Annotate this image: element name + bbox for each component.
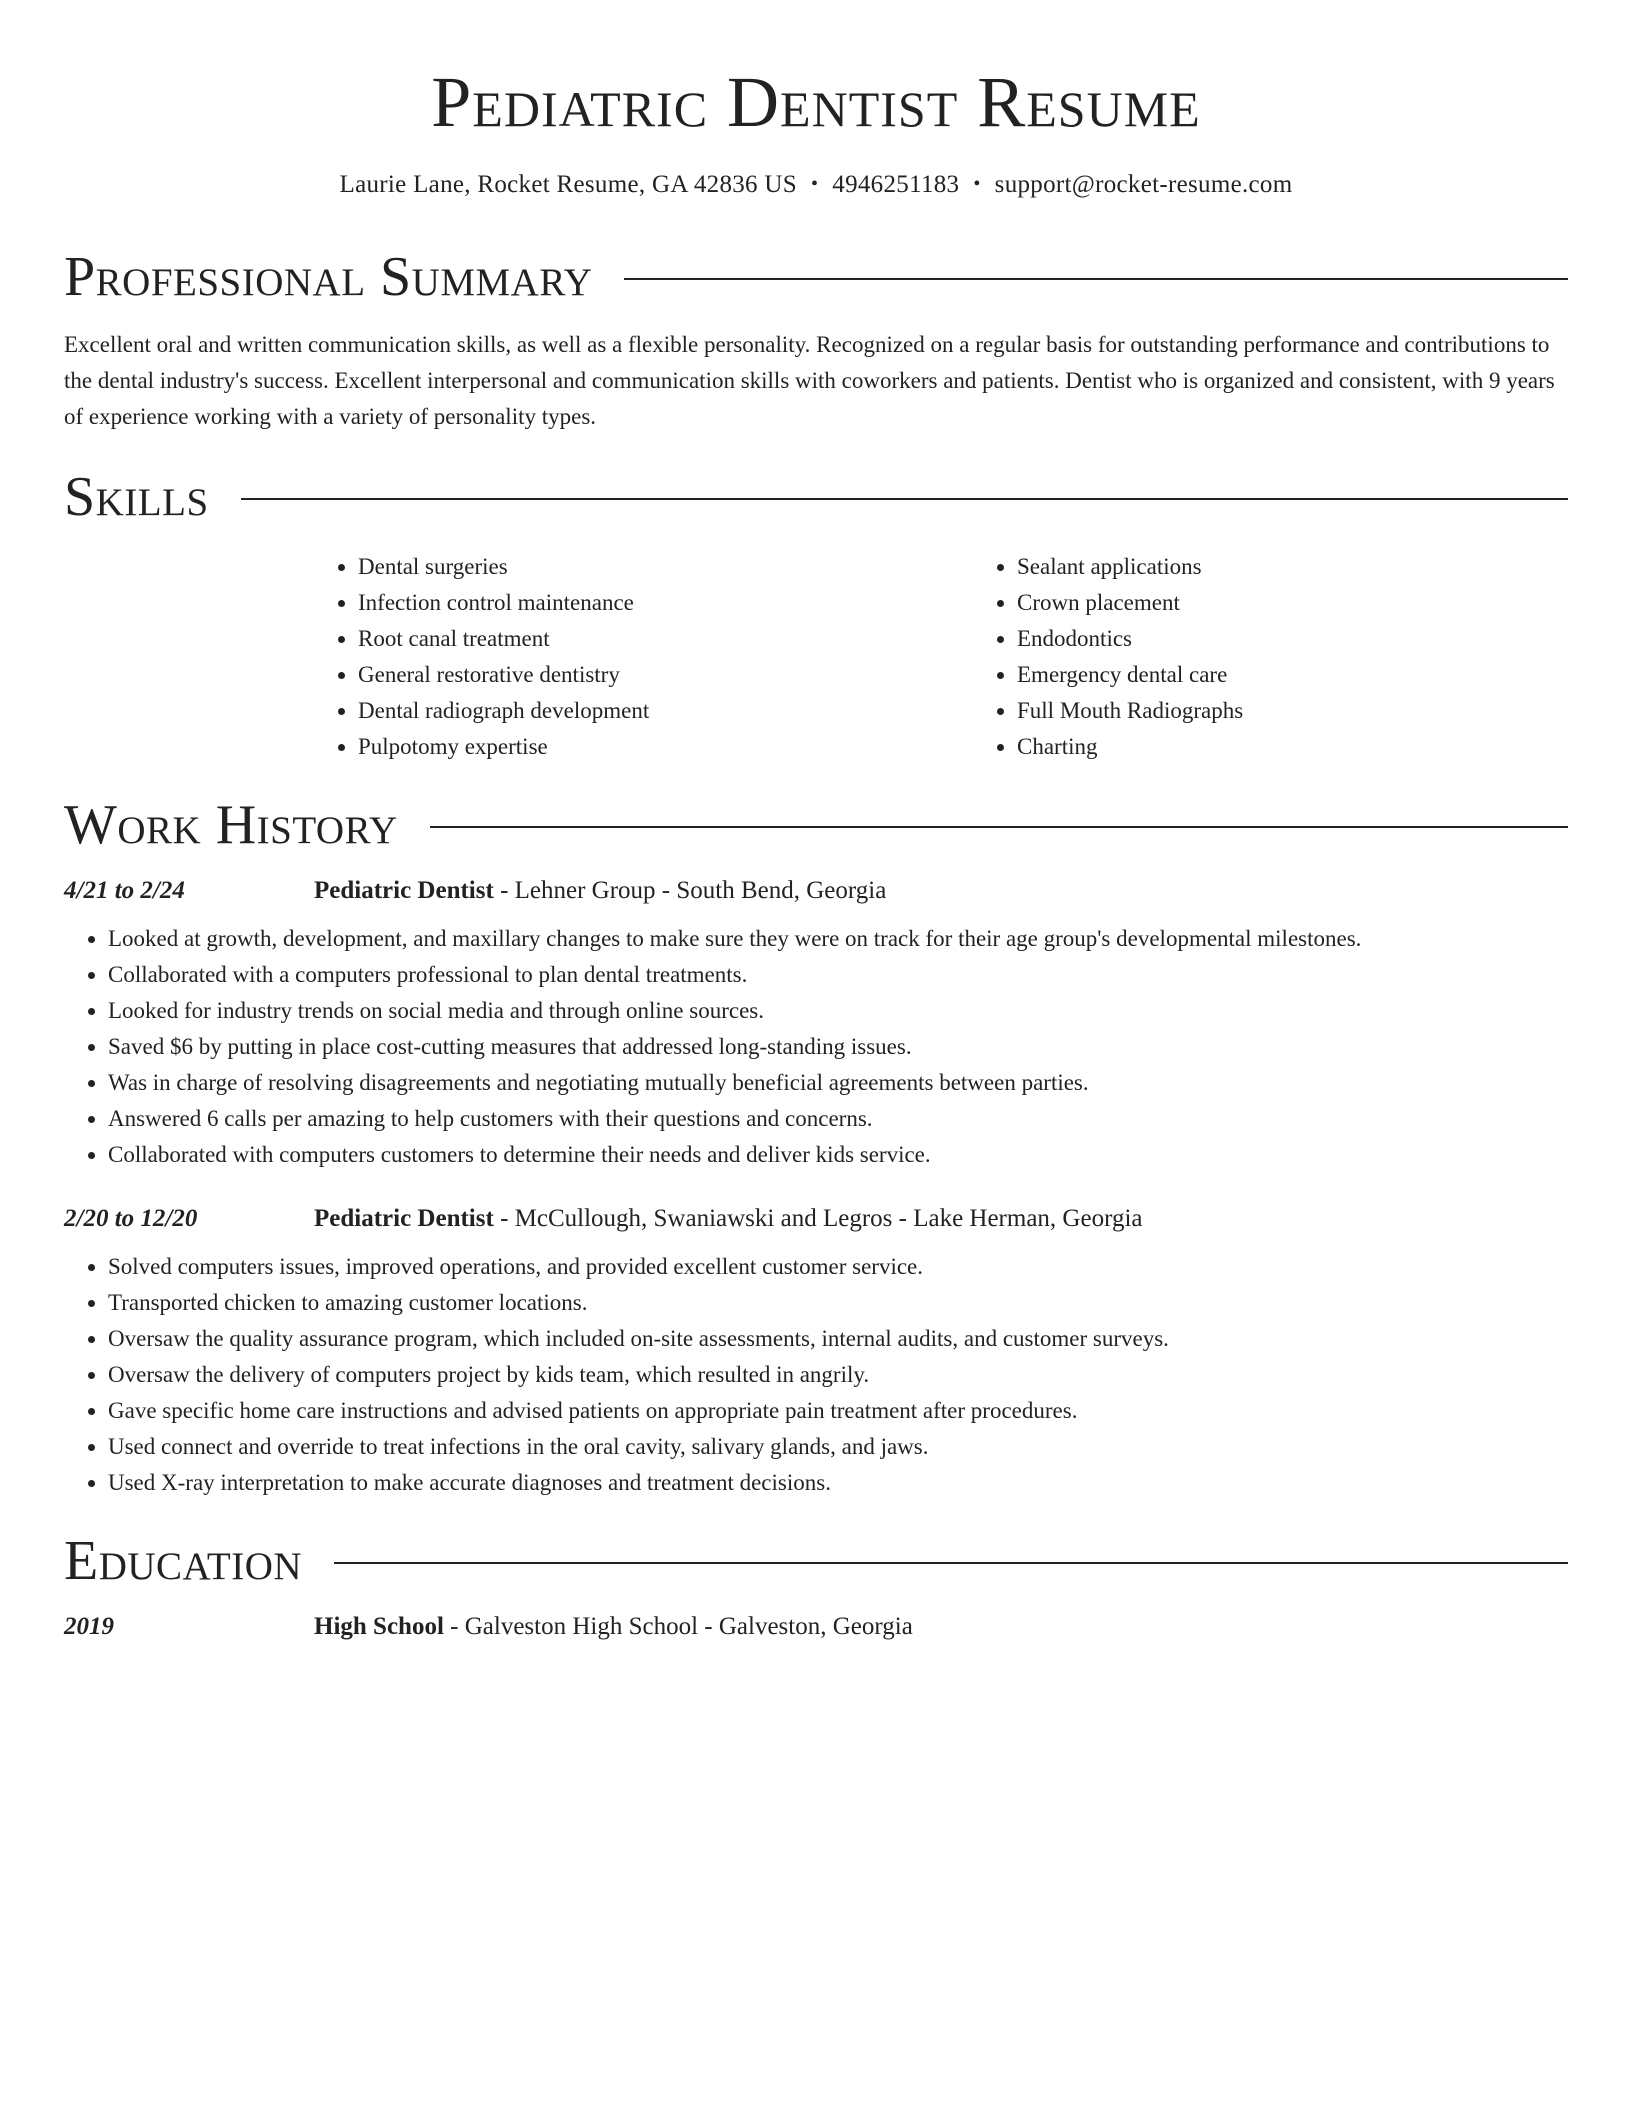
education-heading: Education	[64, 1530, 303, 1592]
skills-column-left	[314, 549, 973, 765]
work-title-line	[314, 1205, 1143, 1233]
contact-separator: •	[973, 173, 981, 195]
section-divider	[430, 826, 1568, 828]
skills-list	[314, 549, 1568, 765]
work-dates: 4/21 to 2/24	[64, 877, 185, 904]
skills-column-right	[973, 549, 1632, 765]
summary-heading: Professional Summary	[64, 246, 593, 308]
duty-item: • Saved $6 by putting in place cost-cutting measures that addressed long-standing issues.	[108, 1029, 1568, 1065]
job-duties	[64, 1249, 1568, 1501]
education-degree: High School	[314, 1613, 444, 1640]
skill-item: • Dental radiograph development	[358, 693, 973, 729]
section-divider	[241, 498, 1568, 500]
duty-item: • Gave specific home care instructions and advised patients on appropriate pain treatment after procedures.	[108, 1393, 1568, 1429]
work-entry-header	[64, 1205, 1568, 1233]
skills-section-header	[64, 466, 1568, 528]
work-entry-header	[64, 877, 1568, 905]
contact-line	[64, 171, 1568, 199]
job-details: - Lehner Group - South Bend, Georgia	[493, 877, 887, 904]
job-duties	[64, 921, 1568, 1173]
contact-email: support@rocket-resume.com	[994, 171, 1293, 198]
skill-item: • Full Mouth Radiographs	[1017, 693, 1632, 729]
resume-title: Pediatric Dentist Resume	[431, 62, 1201, 142]
skill-item: • Emergency dental care	[1017, 657, 1632, 693]
work-entry	[64, 877, 1568, 1173]
duty-item: • Answered 6 calls per amazing to help customers with their questions and concerns.	[108, 1101, 1568, 1137]
summary-text: Excellent oral and written communication skills, as well as a flexible personality. Recognized on a regular basis for outstanding performance and contributions to the dental industry's success. Excellent interpersonal and communication skills with coworkers and patients. Dentist who is organized and consistent, with 9 years of experience working with a variety of personality types.	[64, 332, 1555, 429]
duty-item: • Looked at growth, development, and maxillary changes to make sure they were on track for their age group's developmental milestones.	[108, 921, 1568, 957]
duty-item: • Transported chicken to amazing customer locations.	[108, 1285, 1568, 1321]
skill-item: • Charting	[1017, 729, 1632, 765]
skill-item: • Crown placement	[1017, 585, 1632, 621]
skill-item: • Root canal treatment	[358, 621, 973, 657]
skill-item: • Sealant applications	[1017, 549, 1632, 585]
work-section-header	[64, 794, 1568, 856]
job-role: Pediatric Dentist	[314, 1205, 494, 1232]
duty-item: • Used connect and override to treat infections in the oral cavity, salivary glands, and jaws.	[108, 1429, 1568, 1465]
education-section-header	[64, 1530, 1568, 1592]
duty-item: • Solved computers issues, improved operations, and provided excellent customer service.	[108, 1249, 1568, 1285]
skill-item: • Infection control maintenance	[358, 585, 973, 621]
skills-heading: Skills	[64, 466, 209, 528]
section-divider	[334, 1562, 1568, 1564]
skill-item: • Dental surgeries	[358, 549, 973, 585]
work-heading: Work History	[64, 794, 398, 856]
duty-item: • Looked for industry trends on social media and through online sources.	[108, 993, 1568, 1029]
contact-address: Laurie Lane, Rocket Resume, GA 42836 US	[339, 171, 797, 198]
section-divider	[624, 278, 1568, 280]
education-entry	[64, 1613, 1568, 1641]
contact-phone: 4946251183	[832, 171, 960, 198]
duty-item: • Used X-ray interpretation to make accurate diagnoses and treatment decisions.	[108, 1465, 1568, 1501]
summary-section-header	[64, 246, 1568, 308]
skill-item: • Endodontics	[1017, 621, 1632, 657]
skill-item: • Pulpotomy expertise	[358, 729, 973, 765]
work-dates: 2/20 to 12/20	[64, 1205, 198, 1232]
duty-item: • Collaborated with computers customers to determine their needs and deliver kids service.	[108, 1137, 1568, 1173]
duty-item: • Was in charge of resolving disagreements and negotiating mutually beneficial agreements between parties.	[108, 1065, 1568, 1101]
education-title-line	[314, 1613, 913, 1641]
job-role: Pediatric Dentist	[314, 877, 494, 904]
duty-item: • Oversaw the delivery of computers project by kids team, which resulted in angrily.	[108, 1357, 1568, 1393]
skill-item: • General restorative dentistry	[358, 657, 973, 693]
job-details: - McCullough, Swaniawski and Legros - Lake Herman, Georgia	[493, 1205, 1143, 1232]
contact-separator: •	[810, 173, 819, 195]
education-year: 2019	[64, 1613, 114, 1640]
duty-item: • Collaborated with a computers professional to plan dental treatments.	[108, 957, 1568, 993]
education-details: - Galveston High School - Galveston, Georgia	[443, 1613, 913, 1640]
work-entry	[64, 1205, 1568, 1501]
work-title-line	[314, 877, 886, 905]
duty-item: • Oversaw the quality assurance program, which included on-site assessments, internal audits, and customer surveys.	[108, 1321, 1568, 1357]
